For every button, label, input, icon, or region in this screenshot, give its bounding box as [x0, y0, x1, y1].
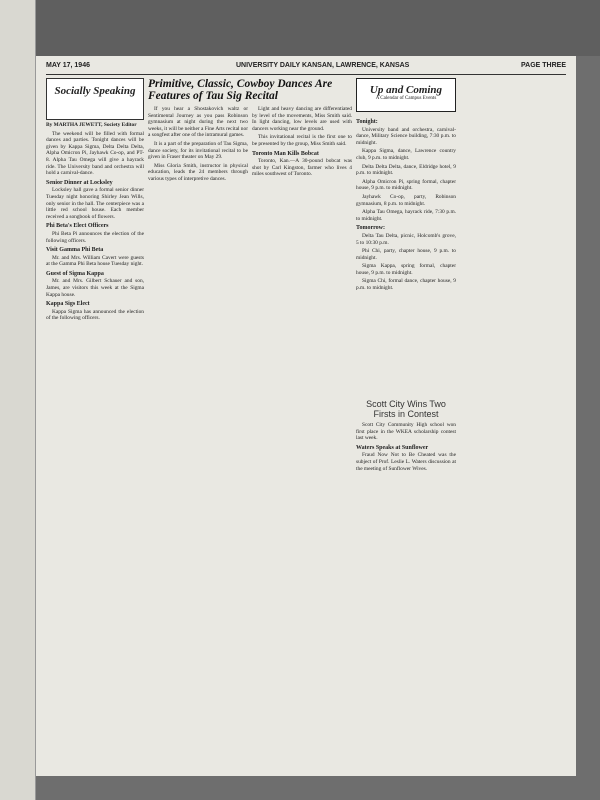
calendar-event: Delta Tau Delta, picnic, Holcomb's grove, 5 to 10:30 p.m. — [356, 232, 456, 246]
adjacent-page-edge — [0, 0, 36, 800]
society-logo — [46, 78, 144, 120]
society-byline: By MARTHA JEWETT, Society Editor — [46, 122, 137, 128]
calendar-event: Jayhawk Co-op, party, Robinson gymnasium, 8 p.m. to midnight. — [356, 193, 456, 207]
calendar-event: Sigma Chi, formal dance, chapter house, 9 p.m. to midnight. — [356, 278, 456, 292]
scott-city-sub-headline: Waters Speaks at Sunflower — [356, 444, 429, 451]
calendar-day-heading: Tonight: — [356, 119, 378, 125]
page-header — [46, 62, 566, 74]
society-section-title: Visit Gamma Phi Beta — [46, 247, 104, 254]
society-section-text: Mr. and Mrs. Gilbert Schauer and son, James, are visitors this week at the Sigma Kappa house. — [46, 278, 144, 298]
recital-paragraph: Light and heavy dancing are differentiated by level of the movements, Miss Smith said. In light dancing, low levels are used with dancers working near the ground. — [252, 106, 352, 132]
recital-sub-headline: Toronto Man Kills Bobcat — [252, 150, 319, 157]
society-section-text: Phi Beta Pi announces the election of the following officers. — [46, 230, 144, 244]
background-strip — [36, 0, 600, 56]
calendar-event: Phi Chi, party, chapter house, 9 p.m. to midnight. — [356, 248, 456, 261]
header-rule — [46, 74, 566, 75]
recital-paragraph: Miss Gloria Smith, instructor in physical education, leads the 24 members through various types of interpretive dances. — [148, 162, 248, 182]
newspaper-page — [36, 56, 576, 776]
calendar-event: Alpha Tau Omega, hayrack ride, 7:30 p.m. to midnight. — [356, 209, 456, 222]
society-section-title: Kappa Sigs Elect — [46, 301, 90, 308]
society-section-title: Guest of Sigma Kappa — [46, 270, 104, 277]
society-section-text: Locksley hall gave a formal senior dinner Tuesday night honoring Shirley Jean Wills, only senior in the hall. The centerpiece was a little red school house. Each member received a songbook of flowers. — [46, 187, 144, 220]
recital-paragraph: It is a part of the preparation of Tau Sigma, dance society, for its invitational recital to be given in Fraser theater on May 29. — [148, 140, 248, 161]
calendar-event: Sigma Kappa, spring formal, chapter house, 9 p.m. to midnight. — [356, 263, 456, 276]
header-date: MAY 17, 1946 — [46, 62, 90, 69]
up-and-coming-box — [356, 78, 456, 112]
calendar-day-heading: Tomorrow: — [356, 225, 385, 232]
calendar-event: Kappa Sigma, dance, Lawrence country club, 9 p.m. to midnight. — [356, 148, 456, 161]
society-logo-text: Socially Speaking — [54, 85, 136, 97]
recital-sub-text: Toronto, Kan.—A 30-pound bobcat was shot by Carl Kingston, farmer who lives 4 miles southwest of Toronto. — [252, 158, 352, 178]
society-section-title: Senior Dinner at Locksley — [46, 179, 113, 186]
header-page: PAGE THREE — [521, 62, 566, 69]
up-and-coming-subtitle: A Calendar of Campus Events — [375, 96, 437, 101]
scott-city-headline: Scott City Wins Two Firsts in Contest — [366, 399, 446, 419]
recital-headline: Primitive, Classic, Cowboy Dances Are Features of Tau Sig Recital — [148, 78, 333, 102]
header-paper: UNIVERSITY DAILY KANSAN, LAWRENCE, KANSAS — [236, 62, 410, 69]
up-and-coming-title: Up and Coming — [369, 84, 443, 96]
calendar-event: Alpha Omicron Pi, spring formal, chapter house, 9 p.m. to midnight. — [356, 178, 456, 192]
scott-city-column — [356, 422, 456, 502]
society-section-text: Kappa Sigma has announced the election of the following officers. — [46, 308, 144, 322]
recital-paragraph: If you hear a Shostakovich waltz or Sentimental Journey as you pass Robinson gymnasium at night during the next two weeks, it will be neither a Fine Arts recital nor a songfest after one of the intramural games. — [148, 106, 248, 139]
calendar-event: University band and orchestra, carnival-dance, Military Science building, 7:30 p.m. to midnight. — [356, 126, 456, 146]
society-section-title: Phi Beta's Elect Officers — [46, 223, 109, 230]
scott-city-sub-text: Fraud Now Not to Be Cheated was the subject of Prof. Leslie L. Waters discussion at the meeting of Sunflower Wives. — [356, 452, 456, 472]
society-section-text: Mr. and Mrs. William Cavert were guests at the Gamma Phi Beta house Tuesday night. — [46, 254, 144, 268]
recital-column-2 — [252, 106, 352, 456]
calendar-event: Delta Delta Delta, dance, Eldridge hotel, 9 p.m. to midnight. — [356, 163, 456, 177]
scott-city-text: Scott City Community High school won first place in the WKEA scholarship contest last week. — [356, 422, 456, 442]
society-column — [46, 78, 144, 458]
recital-paragraph: This invitational recital is the first one to be presented by the group, Miss Smith said. — [252, 134, 352, 147]
society-intro: The weekend will be filled with formal dances and parties. Tonight dances will be given by Kappa Sigma, Delta Delta Delta, Alpha Omicron Pi, Jayhawk Co-op, and PT-8. Alpha Tau Omega will give a hayrack ride. The University band and orchestra will hold a carnival-dance. — [46, 130, 144, 177]
calendar-column — [356, 116, 456, 396]
recital-column-1 — [148, 106, 248, 456]
